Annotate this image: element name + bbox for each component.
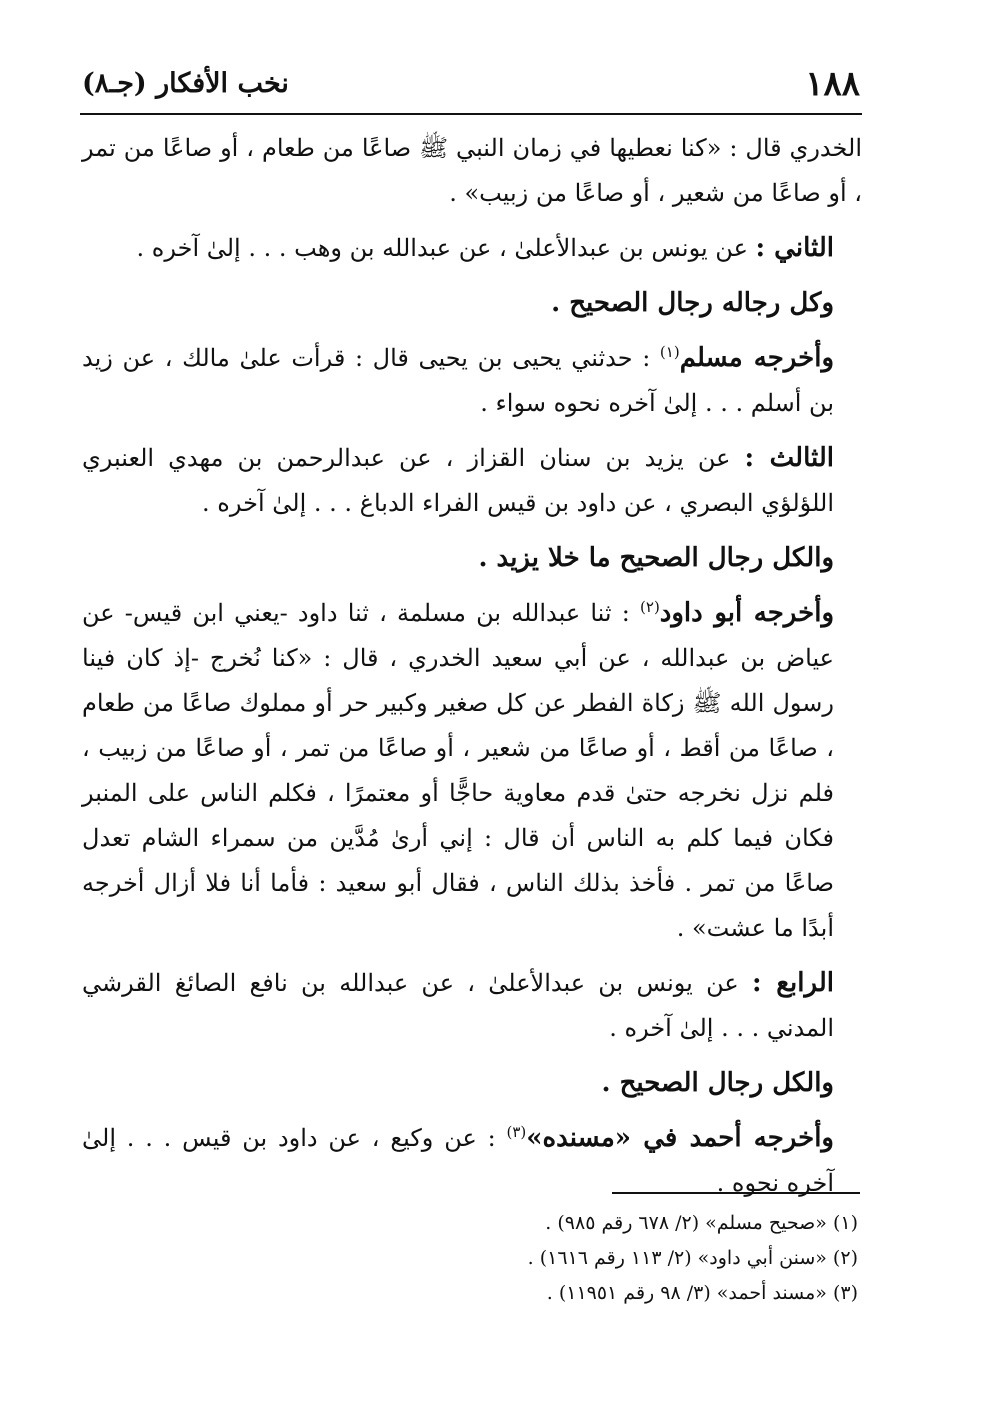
paragraph-7 — [82, 591, 862, 951]
footnote-ref-2: (٢) — [640, 598, 660, 616]
paragraph-5-lead: الثالث : — [744, 443, 834, 473]
paragraph-5-text: عن يزيد بن سنان القزاز ، عن عبدالرحمن بن مهدي العنبري اللؤلؤي البصري ، عن داود بن قيس الفراء الدباغ . . . إلىٰ آخره . — [82, 444, 834, 517]
paragraph-2-text: عن يونس بن عبدالأعلىٰ ، عن عبدالله بن وهب . . . إلىٰ آخره . — [136, 234, 756, 262]
paragraph-8 — [82, 961, 862, 1051]
paragraph-7-text: : ثنا عبدالله بن مسلمة ، ثنا داود -يعني ابن قيس- عن عياض بن عبدالله ، عن أبي سعيد الخدري ، قال : «كنا نُخرج -إذ كان فينا رسول الله ﷺ زكاة الفطر عن كل صغير وكبير حر أو مملوك صاعًا من طعام ، صاعًا من أقط ، أو صاعًا من شعير ، أو صاعًا من تمر ، أو صاعًا من زبيب ، فلم نزل نخرجه حتىٰ قدم معاوية حاجًّا أو معتمرًا ، فكلم الناس على المنبر فكان فيما كلم به الناس أن قال : إني أرىٰ مُدَّين من سمراء الشام تعدل صاعًا من تمر . فأخذ بذلك الناس ، فقال أبو سعيد : فأما أنا فلا أزال أخرجه أبدًا ما عشت» . — [82, 599, 835, 942]
footnote-rule — [612, 1192, 860, 1194]
paragraph-9 — [82, 1061, 862, 1106]
paragraph-1 — [82, 126, 862, 216]
paragraph-9-lead: والكل رجال الصحيح . — [601, 1068, 834, 1098]
paragraph-1-text: الخدري قال : «كنا نعطيها في زمان النبي ﷺ صاعًا من طعام ، أو صاعًا من تمر ، أو صاعًا من شعير ، أو صاعًا من زبيب» . — [82, 134, 862, 207]
paragraph-10-lead: وأخرجه أحمد في «مسنده» — [526, 1123, 834, 1153]
footnote-3: (٣) «مسند أحمد» (٣/ ٩٨ رقم ١١٩٥١) . — [546, 1282, 858, 1304]
paragraph-4-text: : حدثني يحيى بن يحيى قال : قرأت علىٰ مالك ، عن زيد بن أسلم . . . إلىٰ آخره نحوه سواء . — [82, 344, 834, 417]
paragraph-2-lead: الثاني : — [755, 233, 834, 263]
paragraph-7-lead: وأخرجه أبو داود — [659, 598, 835, 628]
paragraph-8-lead: الرابع : — [751, 968, 834, 998]
body-text — [82, 126, 862, 1216]
paragraph-6-lead: والكل رجال الصحيح ما خلا يزيد . — [478, 543, 834, 573]
paragraph-2 — [82, 226, 862, 271]
paragraph-4-lead: وأخرجه مسلم — [679, 343, 834, 373]
footnote-ref-3: (٣) — [506, 1123, 527, 1141]
paragraph-6 — [82, 536, 862, 581]
footnote-ref-1: (١) — [659, 343, 680, 361]
paragraph-8-text: عن يونس بن عبدالأعلىٰ ، عن عبدالله بن نافع الصائغ القرشي المدني . . . إلىٰ آخره . — [82, 969, 834, 1042]
paragraph-4 — [82, 336, 862, 426]
running-title: نخب الأفكار (جـ٨) — [82, 68, 289, 99]
paragraph-3-lead: وكل رجاله رجال الصحيح . — [551, 288, 834, 318]
footnotes — [258, 1206, 858, 1311]
header-rule — [80, 113, 862, 115]
page-header — [82, 62, 860, 110]
paragraph-3 — [82, 281, 862, 326]
paragraph-5 — [82, 436, 862, 526]
footnote-2: (٢) «سنن أبي داود» (٢/ ١١٣ رقم ١٦١٦) . — [527, 1247, 858, 1269]
footnote-1: (١) «صحيح مسلم» (٢/ ٦٧٨ رقم ٩٨٥) . — [545, 1212, 858, 1234]
paragraph-10-text: : عن وكيع ، عن داود بن قيس . . . إلىٰ آخره نحوه . — [82, 1124, 834, 1197]
page-number: ١٨٨ — [805, 64, 860, 104]
